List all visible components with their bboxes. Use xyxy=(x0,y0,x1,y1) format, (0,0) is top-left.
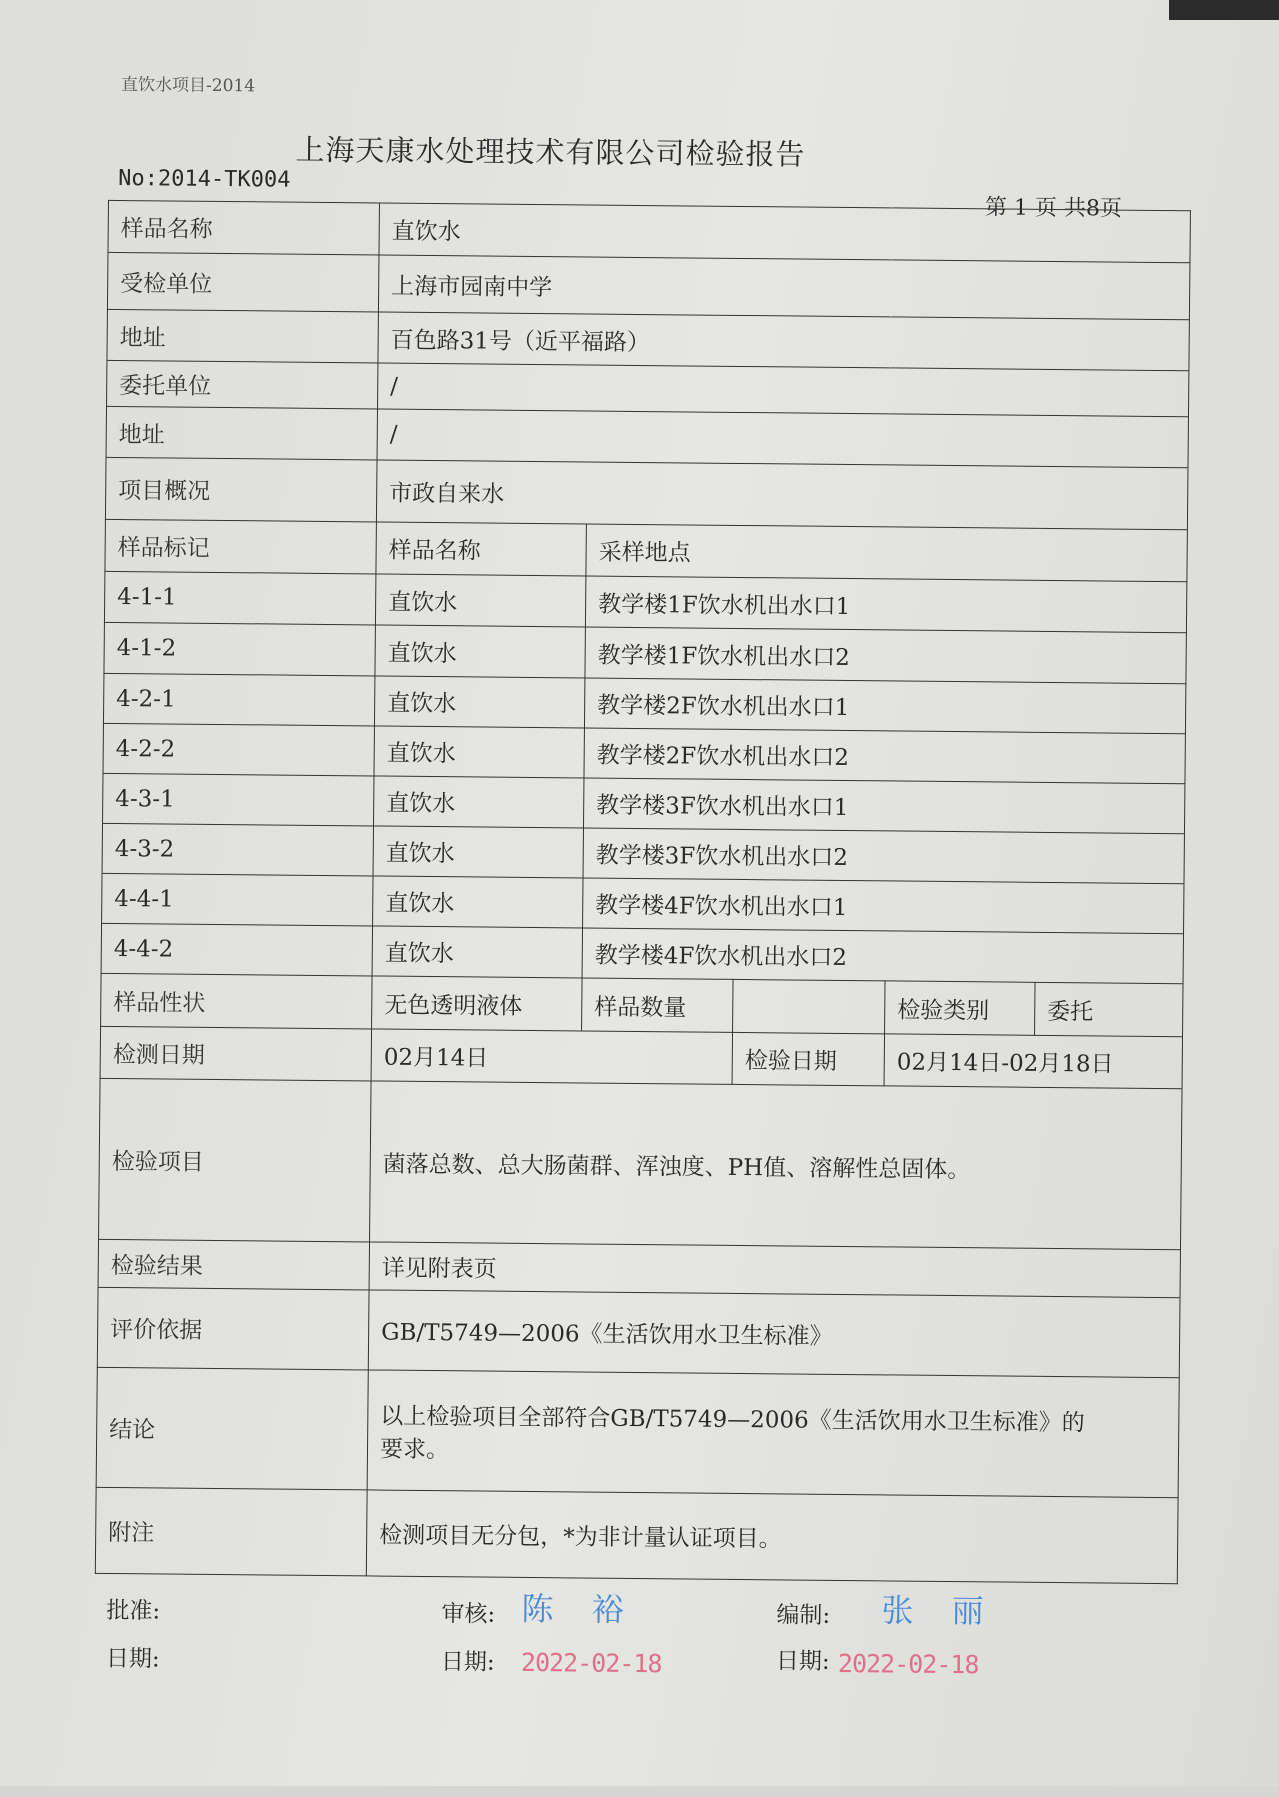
compile-date-label: 日期: xyxy=(775,1648,830,1675)
report-title: 上海天康水处理技术有限公司检验报告 xyxy=(295,132,806,172)
sample-name: 直饮水 xyxy=(374,726,584,778)
result-label: 检验结果 xyxy=(98,1239,369,1290)
sample-name: 直饮水 xyxy=(373,826,583,878)
basis-row xyxy=(97,1287,1180,1377)
items-value: 菌落总数、总大肠菌群、浑浊度、PH值、溶解性总固体。 xyxy=(370,1081,1183,1250)
info-label: 样品名称 xyxy=(108,200,379,255)
approve-label: 批准: xyxy=(106,1597,161,1625)
sample-location: 教学楼3F饮水机出水口1 xyxy=(583,778,1184,834)
conclusion-line-1: 以上检验项目全部符合GB/T5749—2006《生活饮用水卫生标准》的 xyxy=(380,1403,1085,1436)
test-date-label: 检测日期 xyxy=(100,1026,371,1081)
sample-mark: 4-1-2 xyxy=(104,622,375,676)
sample-mark: 4-4-1 xyxy=(102,873,373,926)
report-number: No:2014-TK004 xyxy=(118,165,291,193)
sample-name: 直饮水 xyxy=(372,926,582,978)
category-value: 委托 xyxy=(1035,982,1184,1036)
sample-location: 教学楼1F饮水机出水口1 xyxy=(585,576,1186,633)
note-value: 检测项目无分包，*为非计量认证项目。 xyxy=(366,1490,1178,1584)
info-label: 地址 xyxy=(107,309,378,363)
items-label: 检验项目 xyxy=(99,1078,372,1242)
sample-name: 直饮水 xyxy=(375,625,585,678)
sample-mark-header: 样品标记 xyxy=(105,519,376,574)
sample-name: 直饮水 xyxy=(374,676,584,728)
review-date-label: 日期: xyxy=(440,1649,495,1676)
page-info: 第 1 页 共8页 xyxy=(984,195,1123,222)
sample-location-header: 采样地点 xyxy=(586,524,1187,582)
result-value: 详见附表页 xyxy=(369,1242,1180,1298)
sample-location: 教学楼2F饮水机出水口2 xyxy=(584,728,1185,784)
note-row xyxy=(95,1487,1178,1583)
approve-date-label: 日期: xyxy=(105,1645,160,1673)
properties-label: 样品性状 xyxy=(101,973,372,1029)
quantity-value xyxy=(733,979,886,1033)
sample-mark: 4-2-2 xyxy=(103,723,374,776)
info-value: 上海市园南中学 xyxy=(378,255,1190,320)
sample-name-header: 样品名称 xyxy=(376,522,586,576)
conclusion-line-2: 要求。 xyxy=(379,1436,450,1463)
info-label: 委托单位 xyxy=(107,360,378,409)
info-value: 市政自来水 xyxy=(376,460,1188,530)
quantity-label: 样品数量 xyxy=(582,978,734,1032)
review-label: 审核: xyxy=(441,1601,496,1628)
items-row xyxy=(99,1078,1183,1249)
sample-location: 教学楼2F饮水机出水口1 xyxy=(584,678,1185,734)
sample-name: 直饮水 xyxy=(375,574,585,627)
test-date-value: 02月14日 xyxy=(371,1029,732,1084)
info-label: 受检单位 xyxy=(107,252,379,312)
sample-mark: 4-2-1 xyxy=(103,673,374,726)
sample-mark: 4-3-2 xyxy=(102,823,373,876)
sample-mark: 4-1-1 xyxy=(104,571,375,625)
basis-value: GB/T5749—2006《生活饮用水卫生标准》 xyxy=(368,1290,1180,1378)
info-value: 直饮水 xyxy=(379,203,1190,263)
sample-location: 教学楼4F饮水机出水口2 xyxy=(582,928,1183,984)
info-value: / xyxy=(377,409,1188,468)
info-value: 百色路31号（近平福路） xyxy=(378,312,1189,371)
conclusion-value xyxy=(367,1370,1179,1498)
sample-mark: 4-3-1 xyxy=(103,773,374,826)
sample-location: 教学楼4F饮水机出水口1 xyxy=(583,878,1184,934)
report-table xyxy=(95,200,1191,1584)
basis-label: 评价依据 xyxy=(97,1287,369,1370)
compiler-signature: 张 丽 xyxy=(881,1591,998,1631)
sample-location: 教学楼3F饮水机出水口2 xyxy=(583,828,1184,884)
inspect-date-value: 02月14日-02月18日 xyxy=(884,1034,1183,1089)
info-label: 地址 xyxy=(106,406,377,460)
project-tag: 直饮水项目-2014 xyxy=(121,75,256,97)
sample-name: 直饮水 xyxy=(374,776,584,828)
sample-location: 教学楼1F饮水机出水口2 xyxy=(585,627,1186,684)
category-label: 检验类别 xyxy=(885,981,1036,1035)
sample-name: 直饮水 xyxy=(373,876,583,928)
reviewer-signature: 陈 裕 xyxy=(521,1589,638,1630)
note-label: 附注 xyxy=(95,1487,367,1576)
sample-mark: 4-4-2 xyxy=(101,923,372,976)
inspect-date-label: 检验日期 xyxy=(732,1032,884,1085)
info-row xyxy=(107,252,1190,319)
conclusion-label: 结论 xyxy=(96,1367,368,1490)
info-label: 项目概况 xyxy=(105,457,377,522)
compile-label: 编制: xyxy=(776,1602,831,1629)
review-date-stamp: 2022-02-18 xyxy=(520,1647,662,1679)
info-row xyxy=(105,457,1188,529)
properties-value: 无色透明液体 xyxy=(372,976,582,1031)
conclusion-row xyxy=(96,1367,1179,1497)
info-value: / xyxy=(378,363,1189,417)
compile-date-stamp: 2022-02-18 xyxy=(837,1648,979,1680)
